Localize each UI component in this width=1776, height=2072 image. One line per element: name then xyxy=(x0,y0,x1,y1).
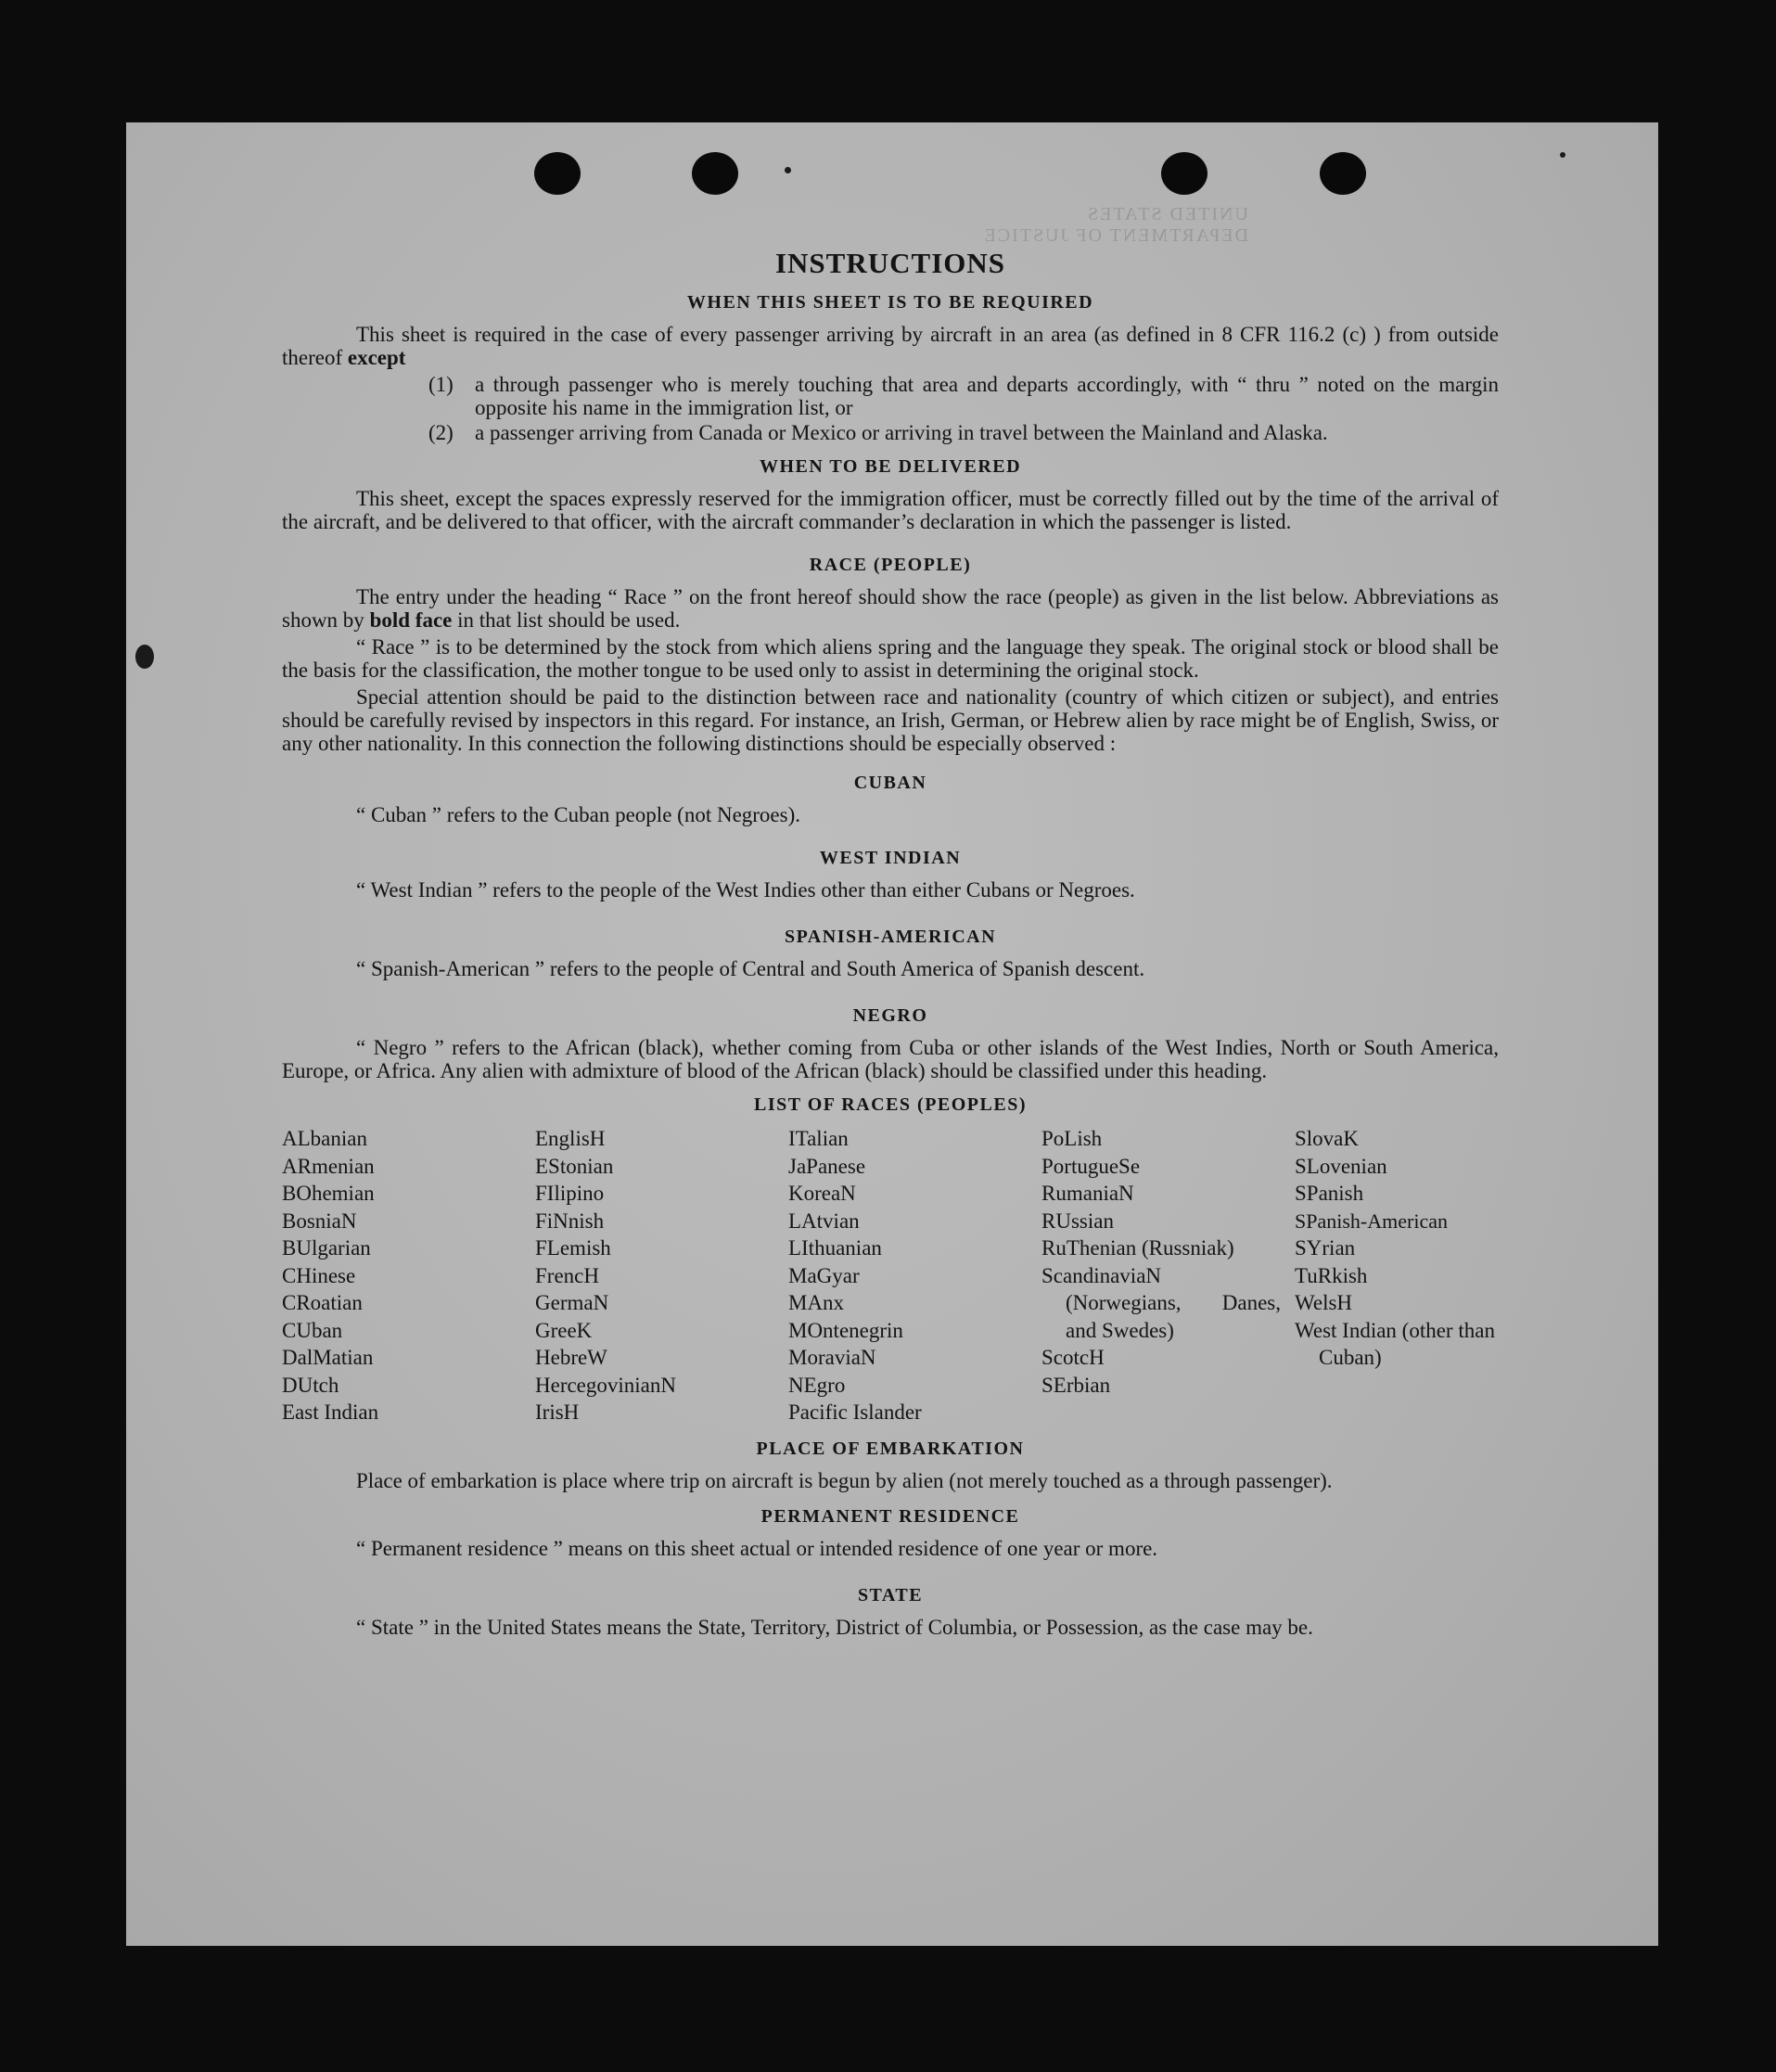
heading-west-indian: WEST INDIAN xyxy=(819,848,962,868)
punch-hole xyxy=(1320,152,1366,195)
race-entry: EnglisH xyxy=(535,1127,606,1150)
race-entry: BosniaN xyxy=(282,1209,357,1233)
heading-cuban: CUBAN xyxy=(853,773,927,793)
state-text: “ State ” in the United States means the State, Territory, District of Columbia, or Possession, as the case may be. xyxy=(356,1615,1313,1639)
race-entry: East Indian xyxy=(282,1401,379,1424)
heading-state: STATE xyxy=(857,1584,924,1605)
race-entry: CHinese xyxy=(282,1263,356,1287)
race-entry: SYrian xyxy=(1295,1236,1356,1260)
ink-spot xyxy=(785,167,791,173)
race-entry: KoreaN xyxy=(788,1182,856,1205)
heading-permanent-residence: PERMANENT RESIDENCE xyxy=(760,1505,1020,1527)
instructions-content xyxy=(282,247,1499,1643)
race-entry: ARmenian xyxy=(282,1154,375,1178)
race-entry: MoraviaN xyxy=(788,1346,876,1369)
embarkation-text: Place of embarkation is place where trip on aircraft is begun by alien (not merely touched as a through passenger). xyxy=(356,1468,1333,1492)
race-entry: GermaN xyxy=(535,1291,609,1314)
document-sheet xyxy=(126,122,1658,1946)
race-entry: SErbian xyxy=(1041,1373,1111,1397)
race-entry: West Indian (other than Cuban) xyxy=(1295,1318,1495,1369)
races-list xyxy=(282,1125,1499,1426)
race-paragraph-1: The entry under the heading “ Race ” on the front hereof should show the race (people) as given in the list below. Abbreviations as shown by bold face in that list should be used. xyxy=(282,585,1499,632)
race-entry: DUtch xyxy=(282,1373,339,1397)
race-entry: Pacific Islander xyxy=(788,1401,922,1424)
races-column-4 xyxy=(1041,1125,1295,1426)
race-entry: FrencH xyxy=(535,1263,599,1287)
heading-race: RACE (PEOPLE) xyxy=(809,555,972,575)
race-entry: SPanish xyxy=(1295,1182,1364,1205)
race-entry: LAtvian xyxy=(788,1209,860,1233)
race-entry: RumaniaN xyxy=(1041,1182,1134,1205)
ink-spot xyxy=(135,645,154,669)
race-entry: PoLish xyxy=(1041,1127,1103,1150)
negro-text: “ Negro ” refers to the African (black), whether coming from Cuba or other islands of the West Indies, North or South America, Europe, or Africa. Any alien with admixture of blood of the African (black) should be classified under this heading. xyxy=(282,1036,1499,1082)
race-entry: SPanish-American xyxy=(1295,1209,1448,1233)
races-column-3 xyxy=(788,1125,1041,1426)
race-entry: FLemish xyxy=(535,1236,611,1260)
heading-negro: NEGRO xyxy=(852,1005,928,1026)
race-entry: ScandinaviaN (Norwegians, Danes, and Swedes) xyxy=(1041,1263,1281,1342)
bleed-through-text: UNITED STATES DEPARTMENT OF JUSTICE xyxy=(982,204,1248,246)
race-entry: LIthuanian xyxy=(788,1236,882,1260)
race-entry: SlovaK xyxy=(1295,1127,1359,1150)
race-entry: CRoatian xyxy=(282,1291,363,1314)
race-entry: PortugueSe xyxy=(1041,1154,1141,1178)
punch-hole xyxy=(692,152,738,195)
race-entry: MAnx xyxy=(788,1291,845,1314)
race-entry: ScotcH xyxy=(1041,1346,1105,1369)
race-entry: CUban xyxy=(282,1318,343,1342)
race-paragraph-3: Special attention should be paid to the distinction between race and nationality (country of which citizen or subject), and entries should be carefully revised by inspectors in this regard. For instance, an Irish, German, or Hebrew alien by race might be of English, Swiss, or any other nationality. In this connection the following distinctions should be especially observed : xyxy=(282,685,1499,755)
race-entry: IrisH xyxy=(535,1401,580,1424)
race-entry: MOntenegrin xyxy=(788,1318,903,1342)
race-entry: EStonian xyxy=(535,1154,614,1178)
race-entry: ALbanian xyxy=(282,1127,367,1150)
race-entry: SLovenian xyxy=(1295,1154,1387,1178)
heading-spanish-american: SPANISH-AMERICAN xyxy=(784,927,997,947)
punch-hole xyxy=(1161,152,1207,195)
heading-list-of-races: LIST OF RACES (PEOPLES) xyxy=(753,1094,1027,1115)
exception-item-1: (1) a through passenger who is merely touching that area and departs accordingly, with “ thru ” noted on the margin opposite his name in the immigration list, or xyxy=(428,373,1499,419)
punch-hole xyxy=(534,152,581,195)
spanish-american-text: “ Spanish-American ” refers to the people of Central and South America of Spanish descent. xyxy=(356,957,1145,980)
heading-place-of-embarkation: PLACE OF EMBARKATION xyxy=(756,1438,1025,1459)
race-entry: GreeK xyxy=(535,1318,593,1342)
race-entry: FiNnish xyxy=(535,1209,605,1233)
heading-when-delivered: WHEN TO BE DELIVERED xyxy=(759,456,1022,477)
race-entry: RUssian xyxy=(1041,1209,1114,1233)
race-entry: TuRkish xyxy=(1295,1263,1368,1287)
race-entry: FIlipino xyxy=(535,1182,605,1205)
race-entry: NEgro xyxy=(788,1373,846,1397)
races-column-1 xyxy=(282,1125,535,1426)
races-column-5 xyxy=(1295,1125,1499,1426)
page-title: INSTRUCTIONS xyxy=(774,247,1005,279)
race-entry: BOhemian xyxy=(282,1182,375,1205)
race-paragraph-2: “ Race ” is to be determined by the stock from which aliens spring and the language they speak. The original stock or blood shall be the basis for the classification, the mother tongue to be used only to assist in determining the original stock. xyxy=(282,635,1499,682)
race-entry: HebreW xyxy=(535,1346,607,1369)
race-entry: ITalian xyxy=(788,1127,849,1150)
west-indian-text: “ West Indian ” refers to the people of the West Indies other than either Cubans or Negroes. xyxy=(356,878,1135,902)
race-entry: DalMatian xyxy=(282,1346,374,1369)
ink-spot xyxy=(1560,152,1565,158)
race-entry: JaPanese xyxy=(788,1154,866,1178)
race-entry: RuThenian (Russniak) xyxy=(1041,1236,1234,1260)
race-entry: HercegovinianN xyxy=(535,1373,676,1397)
cuban-text: “ Cuban ” refers to the Cuban people (not Negroes). xyxy=(356,803,801,826)
race-entry: WelsH xyxy=(1295,1291,1353,1314)
exception-item-2: (2) a passenger arriving from Canada or Mexico or arriving in travel between the Mainland and Alaska. xyxy=(428,421,1328,444)
race-entry: MaGyar xyxy=(788,1263,860,1287)
delivered-text: This sheet, except the spaces expressly reserved for the immigration officer, must be correctly filled out by the time of the arrival of the aircraft, and be delivered to that officer, with the aircraft commander’s declaration in which the passenger is listed. xyxy=(282,487,1499,533)
required-intro: This sheet is required in the case of every passenger arriving by aircraft in an area (as defined in 8 CFR 116.2 (c) ) from outside thereof except xyxy=(282,323,1499,369)
race-entry: BUlgarian xyxy=(282,1236,371,1260)
residence-text: “ Permanent residence ” means on this sheet actual or intended residence of one year or more. xyxy=(356,1536,1158,1560)
races-column-2 xyxy=(535,1125,788,1426)
heading-when-required: WHEN THIS SHEET IS TO BE REQUIRED xyxy=(686,292,1094,313)
